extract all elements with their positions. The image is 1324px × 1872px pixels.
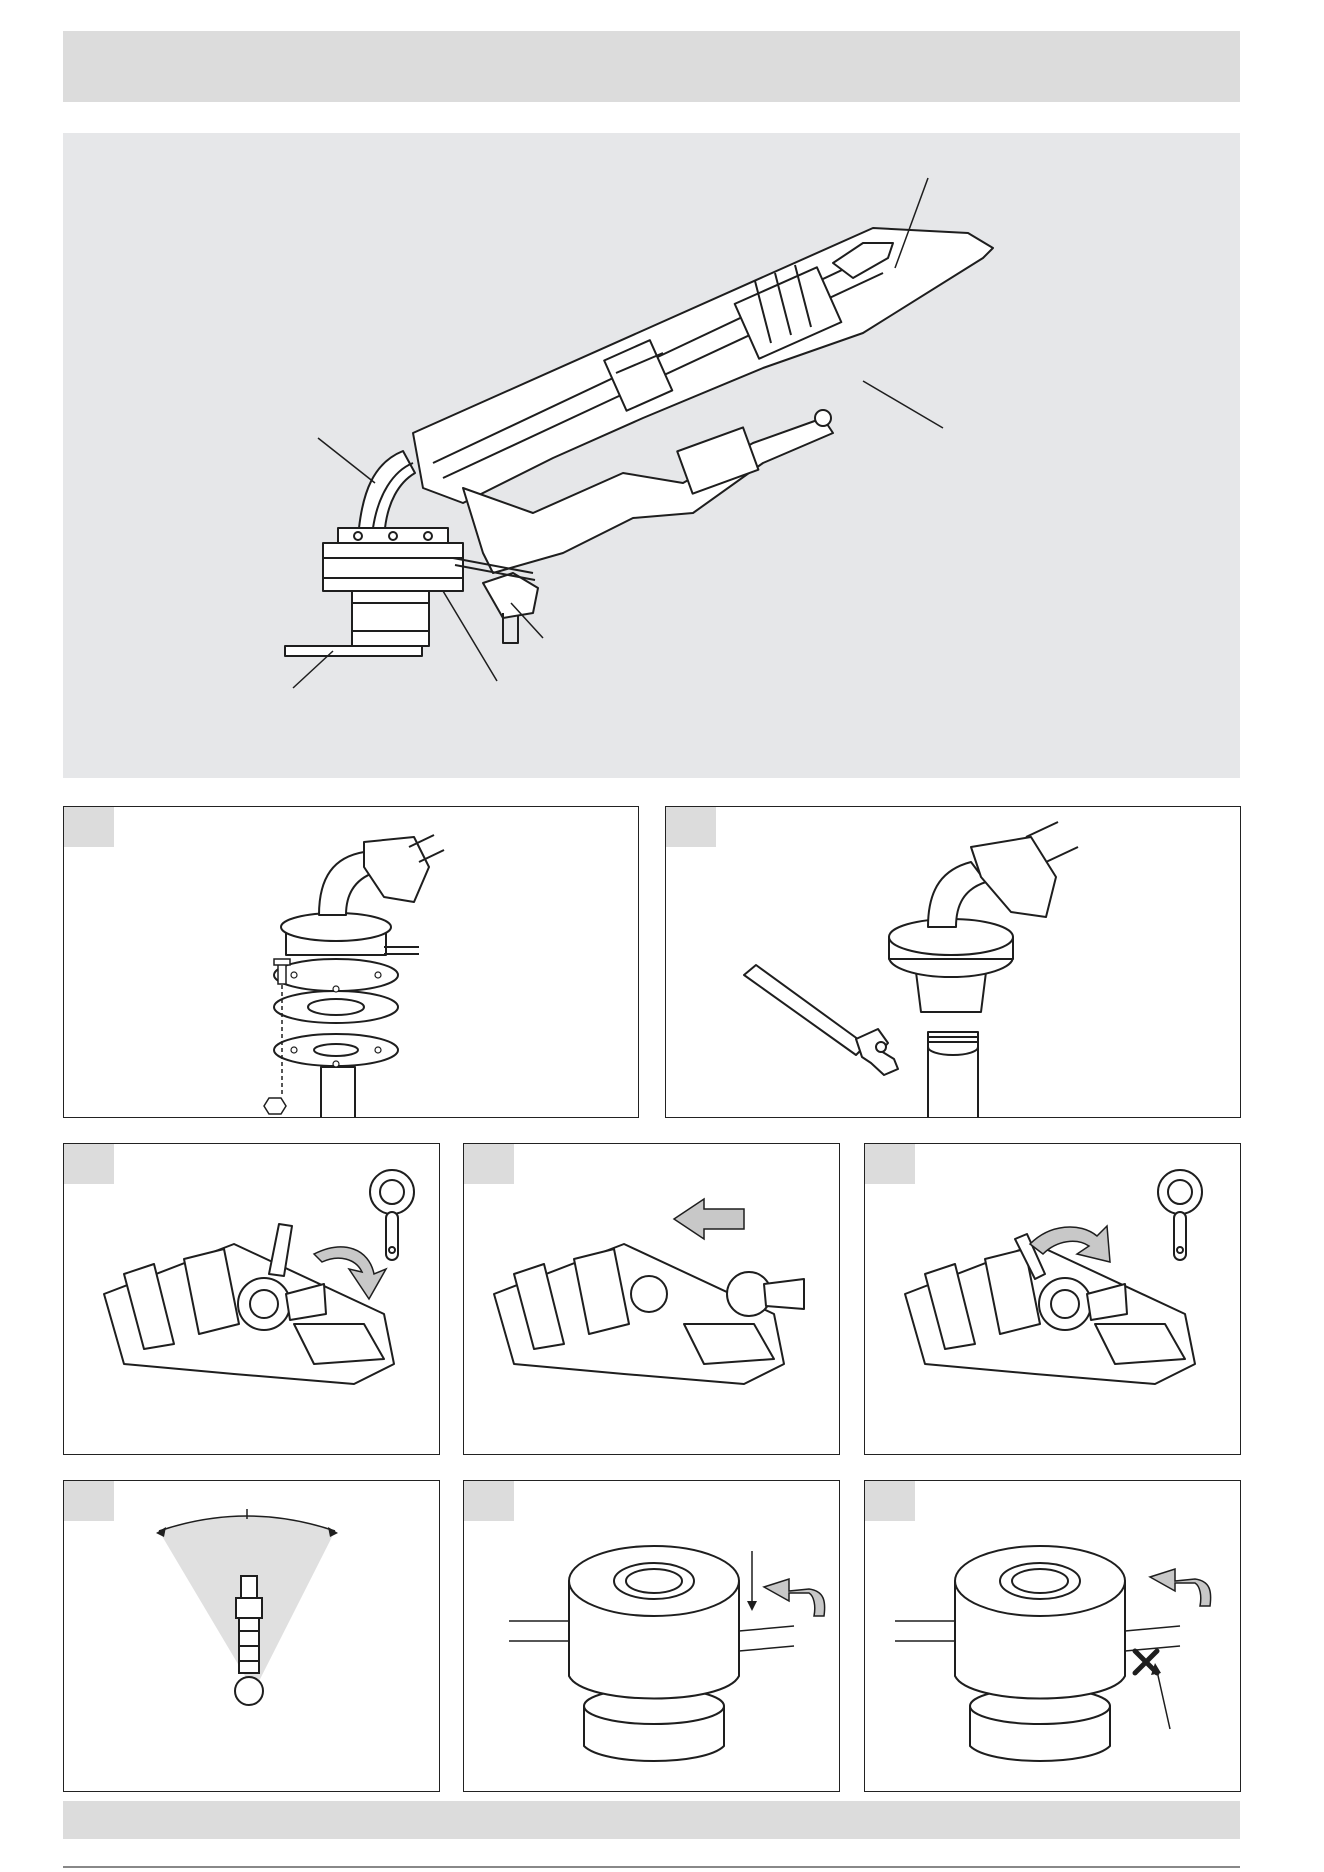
wrong-x-icon	[1135, 1651, 1157, 1673]
panel-sector-angle	[63, 1480, 440, 1792]
sector-stops-correct-drawing	[464, 1481, 840, 1792]
stop-rod-right-upper	[739, 1626, 794, 1631]
callout-elbow	[318, 438, 375, 483]
callout-drive-arm	[863, 381, 943, 428]
panel-stop-wrong	[864, 1480, 1241, 1792]
body-block	[364, 837, 429, 902]
nut	[264, 1098, 286, 1114]
panel-stop-set	[463, 1480, 840, 1792]
riser-pipe	[928, 1047, 978, 1118]
base-flange-plate	[285, 646, 422, 656]
panel-nozzle-remove	[463, 1143, 840, 1455]
stop-rod-right-lower	[739, 1646, 794, 1651]
pull-left-arrow-icon	[674, 1199, 744, 1239]
footer-rule	[63, 1866, 1240, 1868]
threaded-riser-drawing	[666, 807, 1241, 1118]
panel-nozzle-unscrew	[63, 1143, 440, 1455]
nozzle-unscrew-drawing	[64, 1144, 440, 1455]
nozzle-socket	[631, 1276, 667, 1312]
swivel-base	[235, 1677, 263, 1705]
body-block	[971, 837, 1056, 917]
pointer-arrow-shaft	[1157, 1671, 1170, 1729]
nozzle-tighten-drawing	[865, 1144, 1241, 1455]
panel-flange-mount	[63, 806, 639, 1118]
elbow-pipe	[359, 451, 415, 528]
sector-angle-drawing	[64, 1481, 440, 1792]
swivel-body	[281, 913, 391, 941]
turn-left-arrow-icon	[764, 1579, 825, 1616]
nozzle-wrench-in-use	[269, 1224, 292, 1276]
header-band	[63, 31, 1240, 102]
panel-thread-mount	[665, 806, 1241, 1118]
drive-counterweight	[677, 427, 758, 493]
flange-bolt-assembly-drawing	[64, 807, 639, 1118]
nozzle-wrench-icon	[1158, 1170, 1202, 1260]
nozzle-remove-drawing	[464, 1144, 840, 1455]
nozzle-wrench-icon	[370, 1170, 414, 1260]
elbow	[928, 862, 986, 927]
wrench-icon	[744, 965, 898, 1075]
panel-nozzle-tighten	[864, 1143, 1241, 1455]
turn-left-arrow-icon	[1150, 1569, 1211, 1606]
callout-sector-stop	[443, 591, 497, 681]
swivel-housing	[323, 543, 463, 591]
sector-stops-incorrect-drawing	[865, 1481, 1241, 1792]
down-arrow-head-icon	[747, 1601, 757, 1611]
stop-rod-right-upper	[1125, 1626, 1180, 1631]
sprinkler-gun-drawing	[63, 133, 1240, 778]
hero-illustration	[63, 133, 1240, 778]
footer-band	[63, 1801, 1240, 1839]
